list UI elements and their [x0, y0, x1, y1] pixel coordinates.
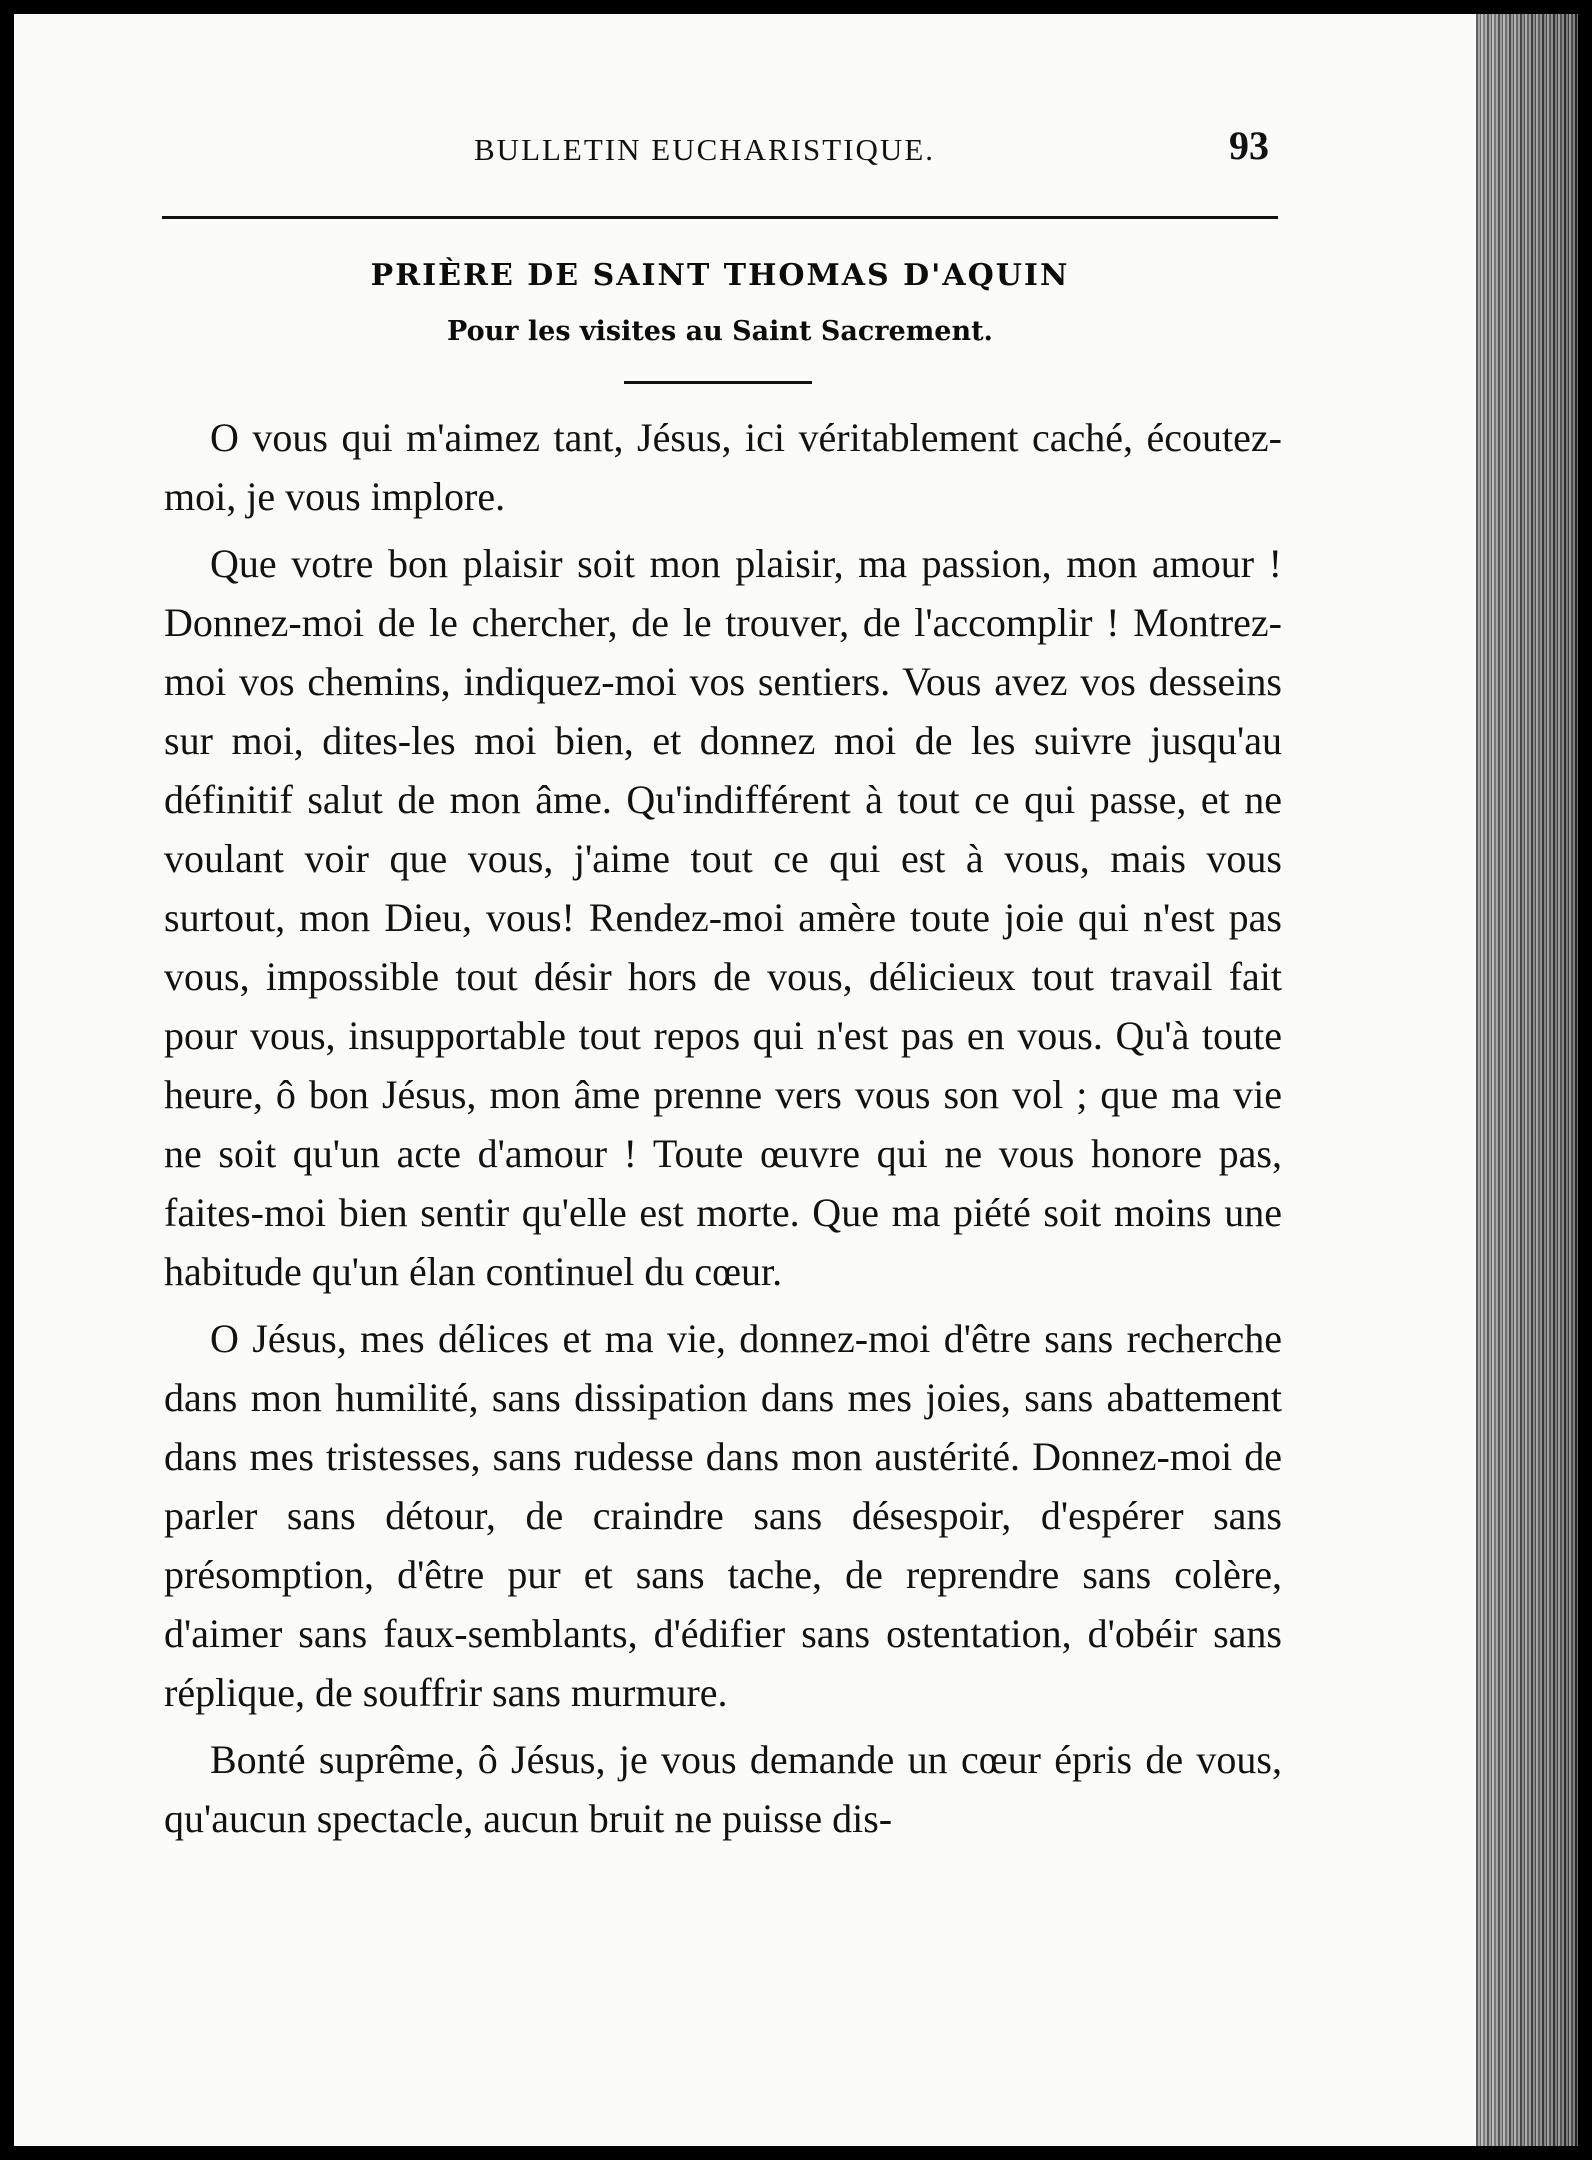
article-subtitle: Pour les visites au Saint Sacrement.: [447, 316, 993, 347]
paragraph-4: Bonté suprême, ô Jésus, je vous demande un cœur épris de vous, qu'aucun spectacle, aucun bruit ne puisse dis-: [164, 1737, 1282, 1841]
running-head: BULLETIN EUCHARISTIQUE.: [474, 132, 936, 167]
article-body: [164, 408, 1282, 1856]
title-rule: [624, 381, 812, 384]
paragraph-3: O Jésus, mes délices et ma vie, donnez-moi d'être sans recherche dans mon humilité, sans dissipation dans mes joies, sans abattement dans mes tristesses, sans rudesse dans mon austérité. Donnez-moi de parler sans détour, de craindre sans désespoir, d'espérer sans présomption, d'être pur et sans tache, de reprendre sans colère, d'aimer sans faux-semblants, d'édifier sans ostentation, d'obéir sans réplique, de souffrir sans murmure.: [164, 1316, 1282, 1715]
paragraph-1: O vous qui m'aimez tant, Jésus, ici véritablement caché, écoutez-moi, je vous implore.: [164, 415, 1282, 519]
page-edges-shading: [1476, 14, 1578, 2146]
article-title: PRIÈRE DE SAINT THOMAS D'AQUIN: [370, 258, 1070, 293]
page-number: 93: [1229, 123, 1269, 168]
page-paper: [14, 14, 1476, 2146]
paragraph-2: Que votre bon plaisir soit mon plaisir, ma passion, mon amour ! Donnez-moi de le chercher, de le trouver, de l'accomplir ! Montrez-moi vos chemins, indiquez-moi vos sentiers. Vous avez vos desseins sur moi, dites-les moi bien, et donnez moi de les suivre jusqu'au définitif salut de mon âme. Qu'indifférent à tout ce qui passe, et ne voulant voir que vous, j'aime tout ce qui est à vous, mais vous surtout, mon Dieu, vous! Rendez-moi amère toute joie qui n'est pas vous, impossible tout désir hors de vous, délicieux tout travail fait pour vous, insupportable tout repos qui n'est pas en vous. Qu'à toute heure, ô bon Jésus, mon âme prenne vers vous son vol ; que ma vie ne soit qu'un acte d'amour ! Toute œuvre qui ne vous honore pas, faites-moi bien sentir qu'elle est morte. Que ma piété soit moins une habitude qu'un élan continuel du cœur.: [164, 541, 1282, 1294]
header-rule: [162, 216, 1278, 219]
